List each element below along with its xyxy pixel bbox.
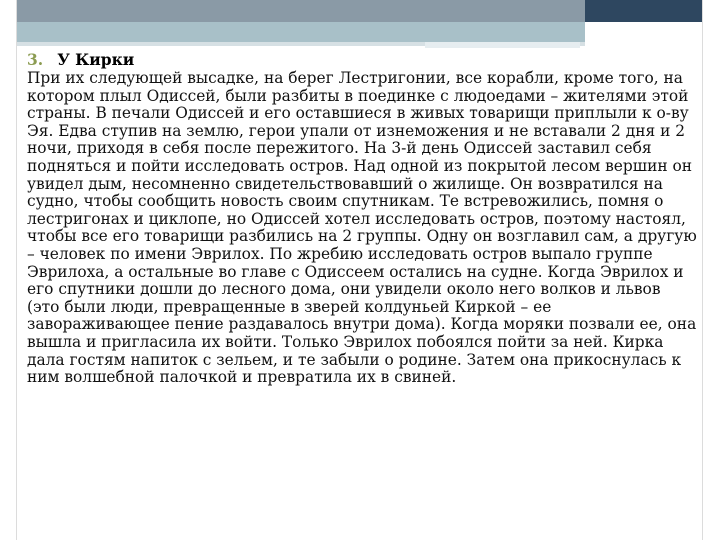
section-heading	[27, 50, 134, 70]
section-title: У Кирки	[57, 50, 135, 69]
slide-border-right	[702, 0, 703, 540]
header-band-gray	[17, 0, 585, 22]
header-band-light	[425, 42, 580, 48]
section-number: 3.	[27, 50, 44, 69]
header-band-navy	[585, 0, 702, 22]
body-paragraph: При их следующей высадке, на берег Лестригонии, все корабли, кроме того, на котором плыл Одиссей, были разбиты в поединке с людоедами – жителями этой страны. В печали Одиссей и его оставшиеся в живых товарищи приплыли к о-ву Эя. Едва ступив на землю, герои упали от изнеможения и не вставали 2 дня и 2 ночи, приходя в себя после пережитого. На 3-й день Одиссей заставил себя подняться и пойти исследовать остров. Над одной из покрытой лесом вершин он увидел дым, несомненно свидетельствовавший о жилище. Он возвратился на судно, чтобы сообщить новость своим спутникам. Те встревожились, помня о лестригонах и циклопе, но Одиссей хотел исследовать остров, поэтому настоял, чтобы все его товарищи разбились на 2 группы. Одну он возглавил сам, а другую – человек по имени Эврилох. По жребию исследовать остров выпало группе Эврилоха, а остальные во главе с Одиссеем остались на судне. Когда Эврилох и его спутники дошли до лесного дома, они увидели около него волков и львов (это были люди, превращенные в зверей колдуньей Киркой – ее завораживающее пение раздавалось внутри дома). Когда моряки позвали ее, она вышла и пригласила их войти. Только Эврилох побоялся пойти за ней. Кирка дала гостям напиток с зельем, и те забыли о родине. Затем она прикоснулась к ним волшебной палочкой и превратила их в свиней.	[27, 69, 697, 387]
header-band	[0, 0, 720, 22]
header-band-teal	[17, 22, 585, 42]
slide-border-left	[16, 0, 17, 540]
